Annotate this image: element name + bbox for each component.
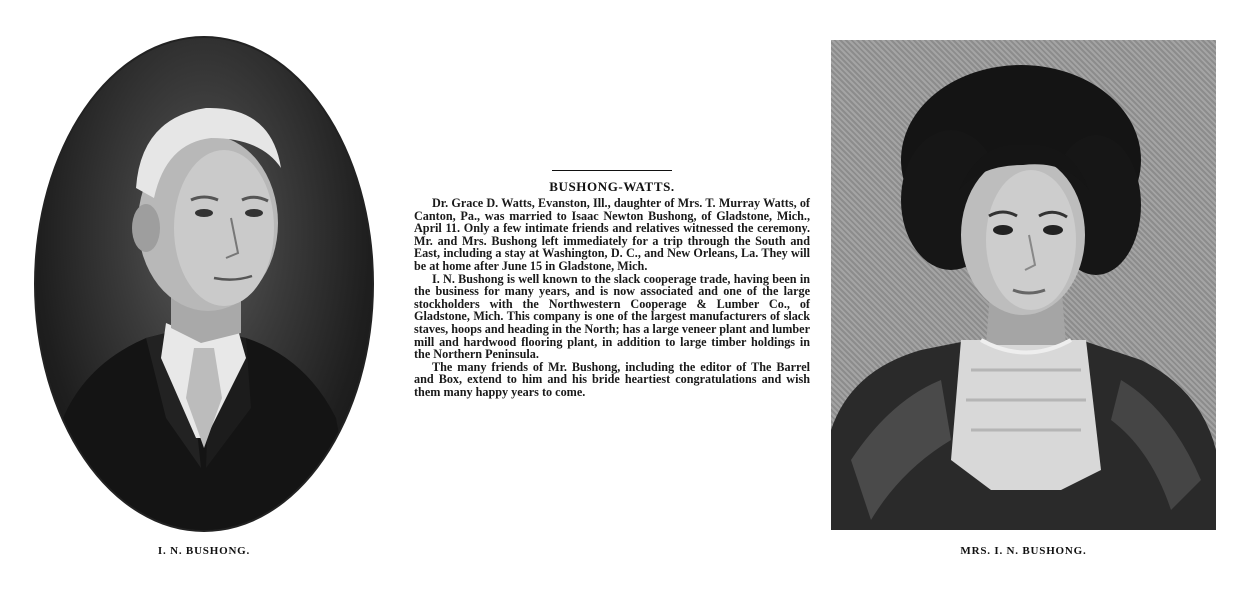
man-portrait-image (36, 38, 372, 530)
left-portrait-caption: I. N. BUSHONG. (157, 545, 251, 557)
article-paragraph-1: Dr. Grace D. Watts, Evanston, Ill., daughter of Mrs. T. Murray Watts, of Canton, Pa., was married to Isaac Newton Bushong, of Gladstone, Mich., April 11. Only a few intimate friends and relatives witnessed the ceremony. Mr. and Mrs. Bushong left immediately for a trip through the South and East, including a stay at Washington, D. C., and New Orleans, La. They will be at home after June 15 in Gladstone, Mich. (414, 196, 810, 273)
portrait-i-n-bushong (34, 36, 374, 532)
right-portrait-caption: MRS. I. N. BUSHONG. (960, 545, 1087, 557)
woman-portrait-image (831, 40, 1216, 530)
wedding-announcement-article (414, 170, 810, 399)
headline-rule (552, 170, 672, 171)
article-headline: BUSHONG-WATTS. (549, 179, 675, 194)
article-paragraph-2: I. N. Bushong is well known to the slack cooperage trade, having been in the business for many years, and is now associated and one of the large stockholders with the Northwestern Cooperage & Lumber Co., of Gladstone, Mich. This company is one of the largest manufacturers of slack staves, hoops and heading in the North; has a large veneer plant and lumber mill and hardwood flooring plant, in addition to large timber holdings in the Northern Peninsula. (414, 271, 810, 362)
article-paragraph-3: The many friends of Mr. Bushong, including the editor of The Barrel and Box, extend to him and his bride heartiest congratulations and wish them many happy years to come. (414, 359, 810, 399)
portrait-mrs-i-n-bushong (831, 40, 1216, 530)
